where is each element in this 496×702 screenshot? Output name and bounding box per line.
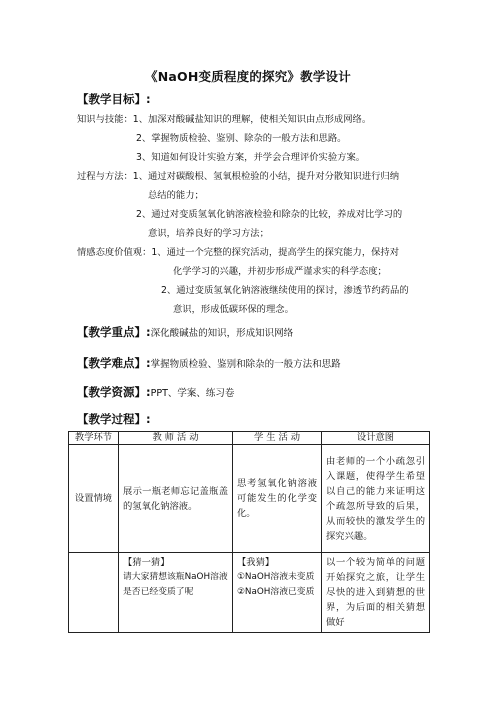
table-header-row bbox=[69, 432, 430, 445]
student-activity-cell bbox=[233, 553, 322, 633]
resources-heading: 【教学资源】: bbox=[77, 385, 151, 399]
goal-line: 情感态度价值观：1、通过一个完整的探究活动，提高学生的探究能力，保持对 bbox=[77, 247, 400, 258]
goal-line: 知识与技能：1、加深对酸碱盐知识的理解，使相关知识由点形成网络。 bbox=[77, 114, 372, 125]
student-activity-tag: 【我猜】 bbox=[237, 557, 275, 568]
design-intent-cell: 以一个较为简单的问题开始探究之旅，让学生尽快的进入到猜想的世界，为后面的相关猜想做好 bbox=[322, 553, 430, 633]
difficulties-heading: 【教学难点】: bbox=[77, 356, 151, 370]
document-title: 《NaOH变质程度的探究》教学设计 bbox=[145, 69, 351, 84]
stage-cell: 设置情境 bbox=[69, 445, 119, 553]
goals-section bbox=[77, 91, 151, 107]
table-row bbox=[69, 553, 430, 633]
goal-line: 3、知道如何设计实验方案，并学会合理评价实验方案。 bbox=[136, 152, 366, 163]
teacher-activity-tag: 【猜一猜】 bbox=[123, 557, 170, 568]
difficulties-section bbox=[77, 355, 341, 371]
process-table bbox=[68, 431, 430, 633]
student-guess-2: ②NaOH溶液已变质 bbox=[237, 587, 315, 597]
stage-cell bbox=[69, 553, 119, 633]
goal-line: 2、通过变质氢氧化钠溶液继续使用的探讨，渗透节约药品的 bbox=[161, 285, 409, 296]
goal-line: 意识，培养良好的学习方法； bbox=[148, 228, 269, 239]
column-header: 设计意图 bbox=[322, 432, 430, 445]
goal-line: 2、掌握物质检验、鉴别、除杂的一般方法和思路。 bbox=[136, 133, 347, 144]
column-header: 学 生 活 动 bbox=[233, 432, 322, 445]
key-points-heading: 【教学重点】: bbox=[77, 325, 151, 339]
goals-heading: 【教学目标】: bbox=[77, 92, 151, 106]
resources-section bbox=[77, 384, 234, 400]
goal-line: 化学学习的兴趣，并初步形成严谨求实的科学态度； bbox=[173, 266, 387, 277]
key-points-section bbox=[77, 324, 293, 340]
table-row bbox=[69, 445, 430, 553]
goal-line: 意识，形成低碳环保的理念。 bbox=[173, 304, 294, 315]
process-heading: 【教学过程】: bbox=[77, 412, 151, 426]
resources-content: PPT、学案、练习卷 bbox=[150, 388, 235, 399]
key-points-content: 深化酸碱盐的知识，形成知识网络 bbox=[150, 328, 294, 339]
design-intent-cell: 由老师的一个小疏忽引入课题，使得学生希望以自己的能力来证明这个疏忽所导致的后果，从而较快的激发学生的探究兴趣。 bbox=[322, 445, 430, 553]
teacher-activity-cell bbox=[119, 553, 233, 633]
goal-line: 总结的能力； bbox=[148, 190, 204, 201]
goal-line: 过程与方法：1、通过对碳酸根、氢氧根检验的小结，提升对分散知识进行归纳 bbox=[77, 171, 400, 182]
column-header: 教 师 活 动 bbox=[119, 432, 233, 445]
process-section bbox=[77, 411, 151, 427]
difficulties-content: 掌握物质检验、鉴别和除杂的一般方法和思路 bbox=[150, 359, 341, 370]
student-guess-1: ①NaOH溶液未变质 bbox=[237, 572, 315, 582]
teacher-activity-text: 请大家猜想该瓶NaOH溶液是否已经变质了呢 bbox=[123, 572, 228, 597]
student-activity-cell: 思考氢氧化钠溶液可能发生的化学变化。 bbox=[233, 445, 322, 553]
goal-line: 2、通过对变质氢氧化钠溶液检验和除杂的比较，养成对比学习的 bbox=[136, 209, 403, 220]
teacher-activity-cell: 展示一瓶老师忘记盖瓶盖的氢氧化钠溶液。 bbox=[119, 445, 233, 553]
column-header: 教学环节 bbox=[69, 432, 119, 445]
